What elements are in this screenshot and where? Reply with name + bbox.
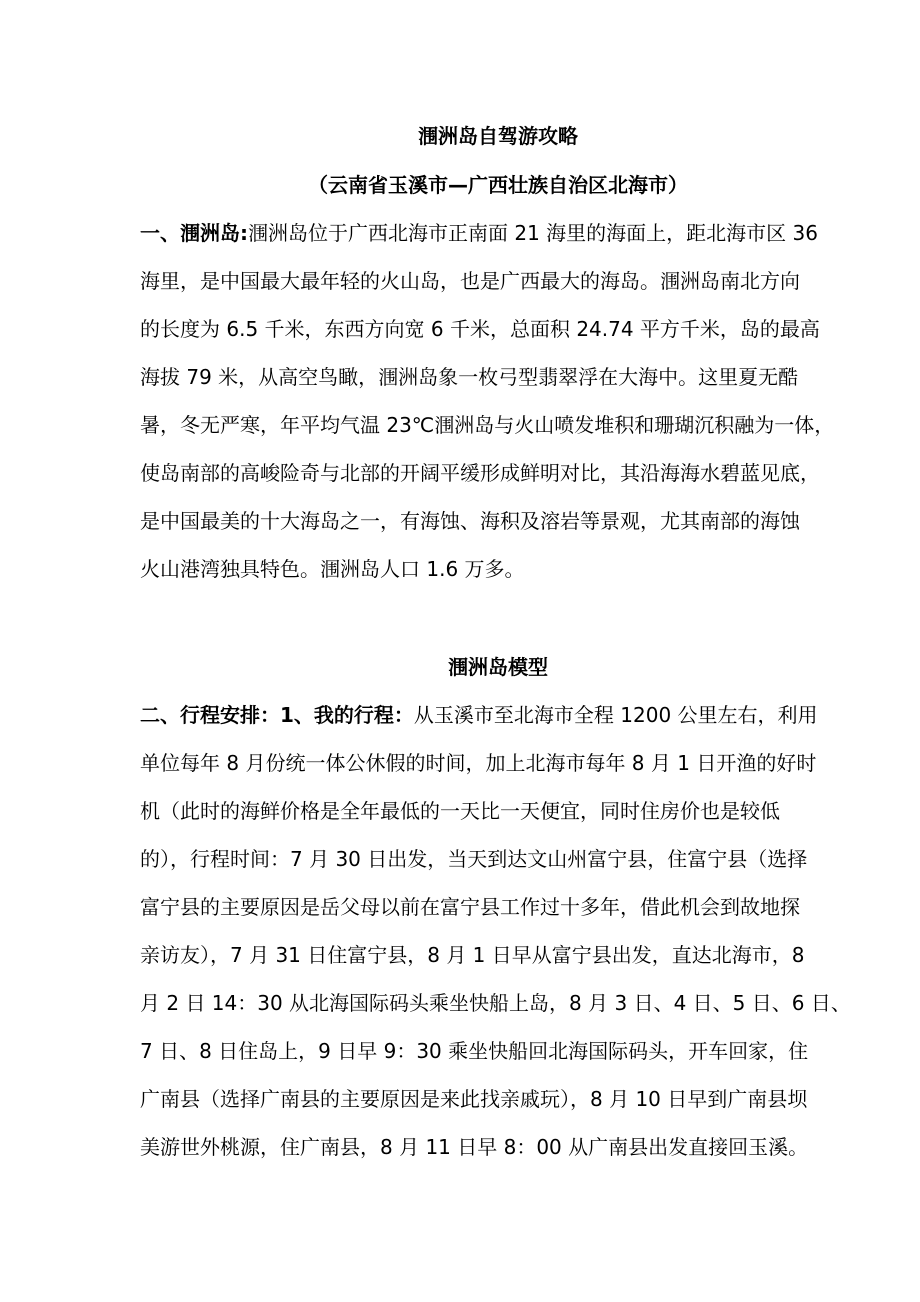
paragraph-line: 使岛南部的高峻险奇与北部的开阔平缓形成鲜明对比，其沿海海水碧蓝见底， xyxy=(140,461,820,485)
section-1-paragraph xyxy=(140,209,856,593)
paragraph-line xyxy=(140,691,856,739)
paragraph-line: 月 2 日 14：30 从北海国际码头乘坐快船上岛，8 月 3 日、4 日、5 日、6 日、 xyxy=(140,991,851,1015)
paragraph-line: 海拔 79 米，从高空鸟瞰，涠洲岛象一枚弓型翡翠浮在大海中。这里夏无酷 xyxy=(140,365,799,389)
paragraph-line: 机（此时的海鲜价格是全年最低的一天比一天便宜，同时住房价也是较低 xyxy=(140,799,780,823)
paragraph-line: 火山港湾独具特色。涠洲岛人口 1.6 万多。 xyxy=(140,557,525,581)
section-1-lead: 一、涠洲岛: xyxy=(140,221,248,245)
line-text: 从玉溪市至北海市全程 1200 公里左右，利用 xyxy=(413,703,818,727)
paragraph-line: 单位每年 8 月份统一体公休假的时间，加上北海市每年 8 月 1 日开渔的好时 xyxy=(140,751,817,775)
document-subtitle: （云南省玉溪市—广西壮族自治区北海市） xyxy=(308,173,688,197)
document-title: 涠洲岛自驾游攻略 xyxy=(418,124,578,148)
paragraph-line: 的长度为 6.5 千米，东西方向宽 6 千米，总面积 24.74 平方千米，岛的最高 xyxy=(140,317,820,341)
paragraph-line: 美游世外桃源，住广南县，8 月 11 日早 8：00 从广南县出发直接回玉溪。 xyxy=(140,1135,809,1159)
paragraph-line: 的），行程时间：7 月 30 日出发，当天到达文山州富宁县，住富宁县（选择 xyxy=(140,847,808,871)
paragraph-line: 广南县（选择广南县的主要原因是来此找亲戚玩），8 月 10 日早到广南县坝 xyxy=(140,1087,808,1111)
paragraph-line: 海里，是中国最大最年轻的火山岛，也是广西最大的海岛。涠洲岛南北方向 xyxy=(140,269,800,293)
paragraph-line: 富宁县的主要原因是岳父母以前在富宁县工作过十多年，借此机会到故地探 xyxy=(140,895,800,919)
section-2-paragraph xyxy=(140,691,856,1171)
paragraph-line: 是中国最美的十大海岛之一，有海蚀、海积及溶岩等景观，尤其南部的海蚀 xyxy=(140,509,800,533)
paragraph-line: 亲访友），7 月 31 日住富宁县，8 月 1 日早从富宁县出发，直达北海市，8 xyxy=(140,943,805,967)
section-2-lead: 二、行程安排：1、我的行程： xyxy=(140,703,414,727)
model-title: 涠洲岛模型 xyxy=(448,655,548,679)
paragraph-line: 暑，冬无严寒，年平均气温 23℃涠洲岛与火山喷发堆积和珊瑚沉积融为一体， xyxy=(140,413,835,437)
paragraph-line: 7 日、8 日住岛上，9 日早 9：30 乘坐快船回北海国际码头，开车回家，住 xyxy=(140,1039,809,1063)
paragraph-line xyxy=(140,209,856,257)
line-text: 涠洲岛位于广西北海市正南面 21 海里的海面上，距北海市区 36 xyxy=(248,221,818,245)
